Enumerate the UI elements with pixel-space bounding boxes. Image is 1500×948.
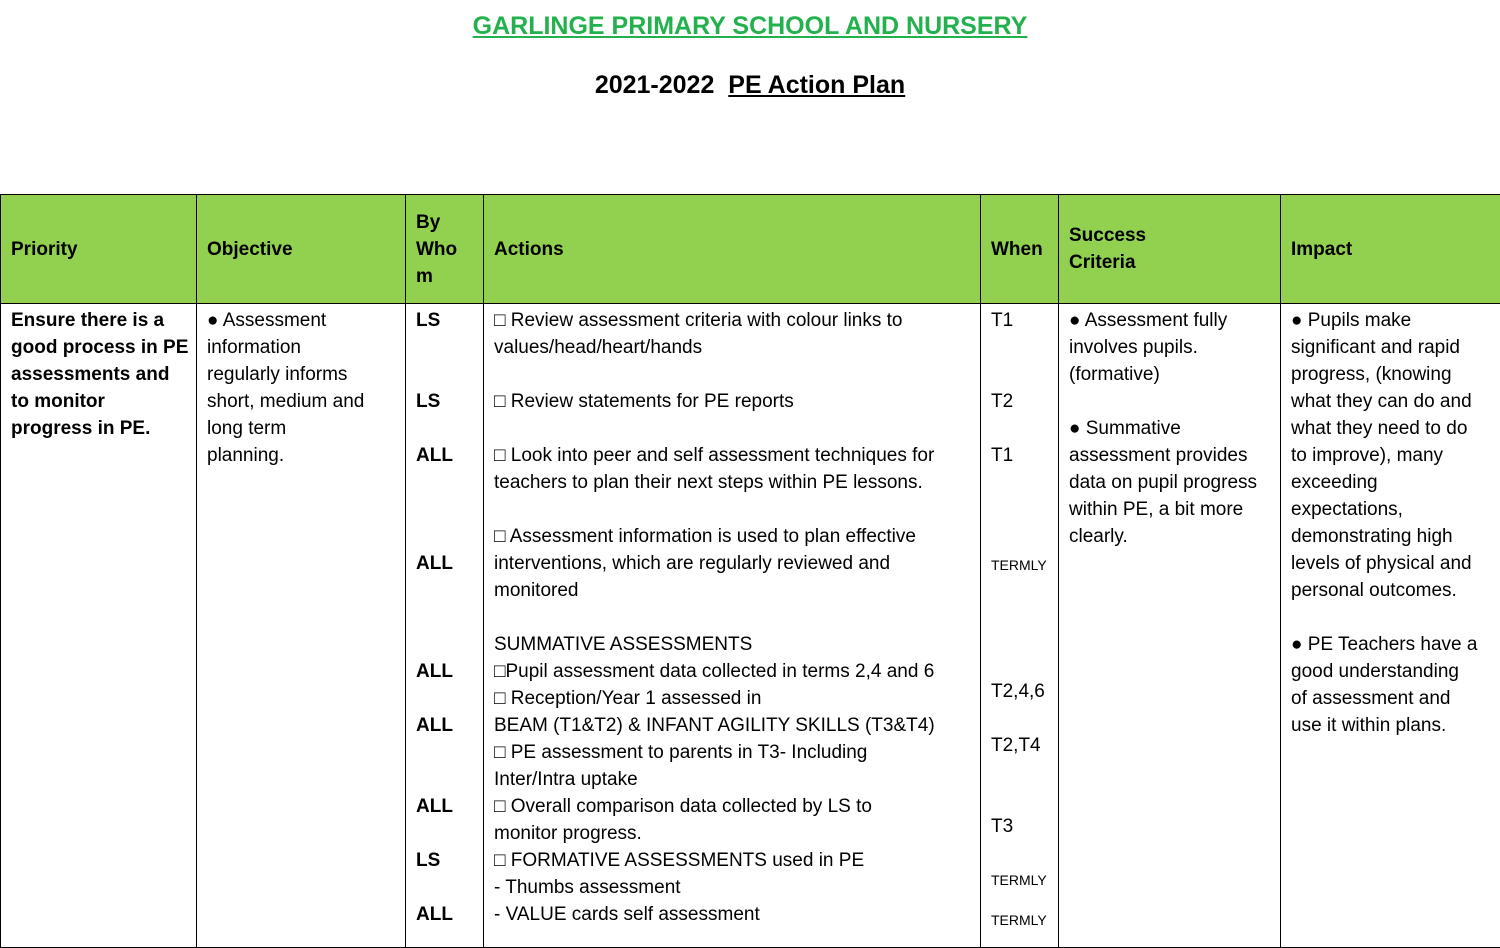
cell-line: personal outcomes.	[1291, 577, 1492, 604]
cell-line: what they can do and	[1291, 388, 1492, 415]
cell-line: what they need to do	[1291, 415, 1492, 442]
cell-line: to monitor	[11, 388, 188, 415]
by-whom-entry: ALL	[416, 442, 453, 469]
cell-line: Ensure there is a	[11, 307, 188, 334]
when-entry: T1	[991, 442, 1013, 469]
cell-line: SUMMATIVE ASSESSMENTS	[494, 631, 972, 658]
cell-line: □ Overall comparison data collected by LS to	[494, 793, 972, 820]
by-whom-entry: LS	[416, 307, 440, 334]
col-header-objective: Objective	[197, 195, 406, 304]
when-entry: TERMLY	[991, 867, 1047, 894]
when-cell	[981, 304, 1059, 948]
by-whom-entry: LS	[416, 847, 440, 874]
cell-line: monitor progress.	[494, 820, 972, 847]
cell-line: long term	[207, 415, 397, 442]
cell-line: monitored	[494, 577, 972, 604]
cell-line: ● Pupils make	[1291, 307, 1492, 334]
cell-line	[494, 361, 972, 388]
cell-line	[494, 415, 972, 442]
actions-cell	[484, 304, 981, 948]
cell-line: good process in PE	[11, 334, 188, 361]
impact-cell	[1281, 304, 1500, 948]
when-entry: T2,T4	[991, 732, 1041, 759]
cell-line: interventions, which are regularly reviewed and	[494, 550, 972, 577]
col-header-by-whom: By Who m	[406, 195, 484, 304]
cell-line	[494, 604, 972, 631]
cell-line: data on pupil progress	[1069, 469, 1272, 496]
cell-line	[1069, 388, 1272, 415]
cell-line: - Thumbs assessment	[494, 874, 972, 901]
plan-heading	[0, 71, 1500, 100]
table-header-row	[1, 195, 1500, 304]
cell-line: ● Assessment	[207, 307, 397, 334]
action-plan-table	[0, 194, 1500, 948]
cell-line: □ Review assessment criteria with colour links to	[494, 307, 972, 334]
cell-line: levels of physical and	[1291, 550, 1492, 577]
when-entry: T3	[991, 813, 1013, 840]
plan-year: 2021-2022	[595, 71, 715, 99]
when-entry: T2	[991, 388, 1013, 415]
cell-line: short, medium and	[207, 388, 397, 415]
school-name: GARLINGE PRIMARY SCHOOL AND NURSERY	[0, 12, 1500, 41]
by-whom-entry: ALL	[416, 550, 453, 577]
col-header-actions: Actions	[484, 195, 981, 304]
cell-line: planning.	[207, 442, 397, 469]
cell-line: within PE, a bit more	[1069, 496, 1272, 523]
col-header-success-criteria: Success Criteria	[1059, 195, 1281, 304]
when-entry: T2,4,6	[991, 678, 1045, 705]
cell-line: information	[207, 334, 397, 361]
cell-line: □ Look into peer and self assessment techniques for	[494, 442, 972, 469]
cell-line: □ Assessment information is used to plan effective	[494, 523, 972, 550]
objective-cell	[197, 304, 406, 948]
cell-line: progress, (knowing	[1291, 361, 1492, 388]
cell-line: demonstrating high	[1291, 523, 1492, 550]
cell-line: exceeding	[1291, 469, 1492, 496]
table-row	[1, 304, 1500, 948]
cell-line: assessments and	[11, 361, 188, 388]
cell-line: progress in PE.	[11, 415, 188, 442]
when-entry: T1	[991, 307, 1013, 334]
cell-line: regularly informs	[207, 361, 397, 388]
cell-line: ● Assessment fully	[1069, 307, 1272, 334]
cell-line: ● Summative	[1069, 415, 1272, 442]
success-criteria-cell	[1059, 304, 1281, 948]
by-whom-entry: ALL	[416, 793, 453, 820]
cell-line: expectations,	[1291, 496, 1492, 523]
cell-line: good understanding	[1291, 658, 1492, 685]
col-header-when: When	[981, 195, 1059, 304]
cell-line: of assessment and	[1291, 685, 1492, 712]
priority-cell	[1, 304, 197, 948]
cell-line: □ PE assessment to parents in T3- Including	[494, 739, 972, 766]
cell-line: □ Reception/Year 1 assessed in	[494, 685, 972, 712]
cell-line: teachers to plan their next steps within PE lessons.	[494, 469, 972, 496]
cell-line: to improve), many	[1291, 442, 1492, 469]
by-whom-entry: ALL	[416, 658, 453, 685]
when-entry: TERMLY	[991, 907, 1047, 934]
cell-line	[1291, 604, 1492, 631]
by-whom-cell	[406, 304, 484, 948]
cell-line	[494, 496, 972, 523]
by-whom-entry: ALL	[416, 901, 453, 928]
cell-line: values/head/heart/hands	[494, 334, 972, 361]
plan-title: PE Action Plan	[728, 71, 905, 99]
cell-line: use it within plans.	[1291, 712, 1492, 739]
by-whom-entry: ALL	[416, 712, 453, 739]
cell-line: ● PE Teachers have a	[1291, 631, 1492, 658]
cell-line: (formative)	[1069, 361, 1272, 388]
cell-line: clearly.	[1069, 523, 1272, 550]
when-entry: TERMLY	[991, 552, 1047, 579]
by-whom-entry: LS	[416, 388, 440, 415]
cell-line: - VALUE cards self assessment	[494, 901, 972, 928]
cell-line: assessment provides	[1069, 442, 1272, 469]
cell-line: involves pupils.	[1069, 334, 1272, 361]
cell-line: BEAM (T1&T2) & INFANT AGILITY SKILLS (T3&T4)	[494, 712, 972, 739]
cell-line: significant and rapid	[1291, 334, 1492, 361]
cell-line: □ FORMATIVE ASSESSMENTS used in PE	[494, 847, 972, 874]
col-header-priority: Priority	[1, 195, 197, 304]
col-header-impact: Impact	[1281, 195, 1500, 304]
cell-line: □ Review statements for PE reports	[494, 388, 972, 415]
cell-line: Inter/Intra uptake	[494, 766, 972, 793]
cell-line: □Pupil assessment data collected in terms 2,4 and 6	[494, 658, 972, 685]
